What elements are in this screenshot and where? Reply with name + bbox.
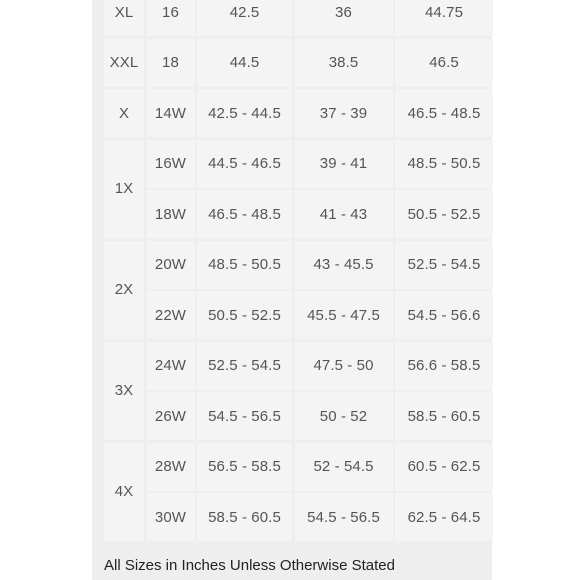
hip-cell: 52.5 - 54.5 [395,241,493,289]
numeric-size-cell: 14W [147,89,195,137]
numeric-size-cell: 16 [147,0,195,36]
numeric-size-cell: 24W [147,342,195,390]
hip-cell: 62.5 - 64.5 [395,493,493,541]
hip-cell: 56.6 - 58.5 [395,342,493,390]
hip-cell: 60.5 - 62.5 [395,443,493,491]
numeric-size-cell: 16W [147,140,195,188]
bust-cell: 44.5 [197,39,292,87]
bust-cell: 56.5 - 58.5 [197,443,292,491]
waist-cell: 43 - 45.5 [295,241,393,289]
bust-cell: 42.5 [197,0,292,36]
size-label-cell: 1X [104,140,144,239]
size-label-cell: 4X [104,443,144,542]
size-label-cell: 3X [104,342,144,441]
hip-cell: 54.5 - 56.6 [395,291,493,339]
waist-cell: 50 - 52 [295,392,393,440]
hip-cell: 48.5 - 50.5 [395,140,493,188]
waist-cell: 38.5 [295,39,393,87]
size-label-cell: XXL [104,39,144,87]
bust-cell: 48.5 - 50.5 [197,241,292,289]
numeric-size-cell: 20W [147,241,195,289]
size-chart-table [104,0,493,541]
bust-cell: 44.5 - 46.5 [197,140,292,188]
numeric-size-cell: 22W [147,291,195,339]
waist-cell: 54.5 - 56.5 [295,493,393,541]
waist-cell: 36 [295,0,393,36]
size-label-cell: 2X [104,241,144,340]
hip-cell: 46.5 [395,39,493,87]
hip-cell: 44.75 [395,0,493,36]
waist-cell: 41 - 43 [295,190,393,238]
size-label-cell: XL [104,0,144,36]
bust-cell: 54.5 - 56.5 [197,392,292,440]
numeric-size-cell: 26W [147,392,195,440]
waist-cell: 39 - 41 [295,140,393,188]
bust-cell: 58.5 - 60.5 [197,493,292,541]
size-chart-footer-note: All Sizes in Inches Unless Otherwise Stated [104,557,395,574]
bust-cell: 52.5 - 54.5 [197,342,292,390]
numeric-size-cell: 18W [147,190,195,238]
hip-cell: 58.5 - 60.5 [395,392,493,440]
hip-cell: 46.5 - 48.5 [395,89,493,137]
size-label-cell: X [104,89,144,137]
bust-cell: 50.5 - 52.5 [197,291,292,339]
bust-cell: 46.5 - 48.5 [197,190,292,238]
hip-cell: 50.5 - 52.5 [395,190,493,238]
waist-cell: 47.5 - 50 [295,342,393,390]
waist-cell: 37 - 39 [295,89,393,137]
waist-cell: 45.5 - 47.5 [295,291,393,339]
waist-cell: 52 - 54.5 [295,443,393,491]
numeric-size-cell: 18 [147,39,195,87]
numeric-size-cell: 28W [147,443,195,491]
numeric-size-cell: 30W [147,493,195,541]
bust-cell: 42.5 - 44.5 [197,89,292,137]
